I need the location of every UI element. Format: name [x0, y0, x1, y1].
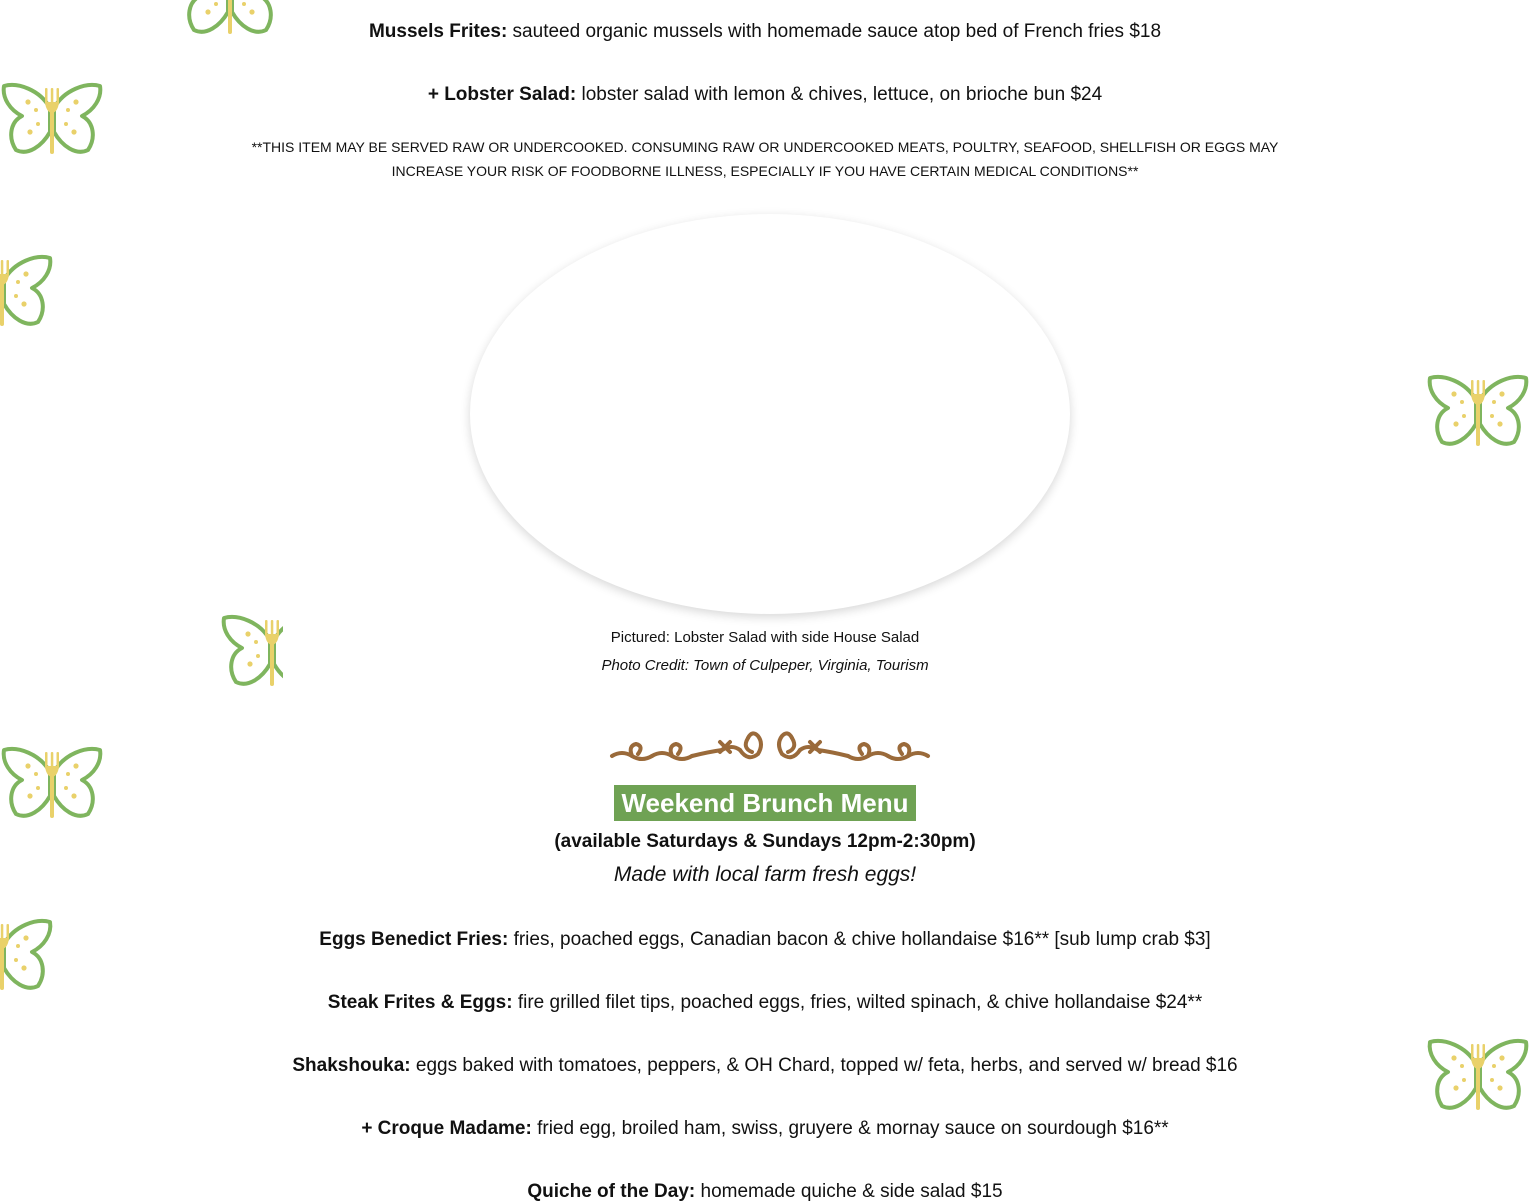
- menu-item-eggs-benedict-fries: [0, 928, 1530, 952]
- menu-item-name: + Croque Madame:: [361, 1118, 532, 1139]
- raw-food-warning: [0, 135, 1530, 183]
- menu-item-name: + Lobster Salad:: [427, 84, 577, 105]
- menu-item-name: Quiche of the Day:: [527, 1181, 696, 1202]
- menu-item-description: fried egg, broiled ham, swiss, gruyere & mornay sauce on sourdough $16**: [531, 1118, 1169, 1139]
- butterfly-fork-icon: [220, 612, 283, 692]
- menu-item-description: eggs baked with tomatoes, peppers, & OH Chard, topped w/ feta, herbs, and served w/ bread $16: [410, 1055, 1238, 1076]
- menu-item-name: Mussels Frites:: [368, 21, 508, 42]
- menu-item-name: Eggs Benedict Fries:: [319, 929, 509, 950]
- butterfly-fork-icon: [1426, 372, 1530, 452]
- photo-caption: Pictured: Lobster Salad with side House Salad: [610, 629, 920, 646]
- menu-item-name: Steak Frites & Eggs:: [327, 992, 513, 1013]
- brunch-tagline: Made with local farm fresh eggs!: [613, 863, 917, 886]
- menu-item-description: lobster salad with lemon & chives, lettuce, on brioche bun $24: [576, 84, 1103, 105]
- menu-item-description: fries, poached eggs, Canadian bacon & chive hollandaise $16** [sub lump crab $3]: [508, 929, 1211, 950]
- brunch-availability: (available Saturdays & Sundays 12pm-2:30pm): [554, 831, 976, 852]
- menu-item-description: homemade quiche & side salad $15: [695, 1181, 1003, 1202]
- photo-credit: Photo Credit: Town of Culpeper, Virginia, Tourism: [601, 657, 929, 674]
- menu-item-quiche-of-the-day: [0, 1180, 1530, 1204]
- menu-item-description: fire grilled filet tips, poached eggs, fries, wilted spinach, & chive hollandaise $24**: [512, 992, 1203, 1013]
- menu-item-steak-frites-eggs: [0, 991, 1530, 1015]
- brunch-heading-wrap: [0, 785, 1530, 821]
- warning-line: **THIS ITEM MAY BE SERVED RAW OR UNDERCOOKED. CONSUMING RAW OR UNDERCOOKED MEATS, POULTRY, SEAFOOD, SHELLFISH OR EGGS MAY: [251, 139, 1279, 155]
- menu-item-description: sauteed organic mussels with homemade sauce atop bed of French fries $18: [507, 21, 1162, 42]
- lobster-salad-photo: [470, 214, 1070, 614]
- menu-item-lobster-salad: [0, 83, 1530, 107]
- butterfly-fork-icon: [0, 252, 54, 332]
- brunch-menu-title: Weekend Brunch Menu: [614, 785, 915, 821]
- menu-item-croque-madame: [0, 1117, 1530, 1141]
- warning-line: INCREASE YOUR RISK OF FOODBORNE ILLNESS, ESPECIALLY IF YOU HAVE CERTAIN MEDICAL CONDITIONS**: [391, 163, 1139, 179]
- menu-item-name: Shakshouka:: [292, 1055, 411, 1076]
- menu-item-mussels-frites: [0, 20, 1530, 44]
- swirl-flourish-divider: [608, 728, 932, 770]
- menu-item-shakshouka: [0, 1054, 1530, 1078]
